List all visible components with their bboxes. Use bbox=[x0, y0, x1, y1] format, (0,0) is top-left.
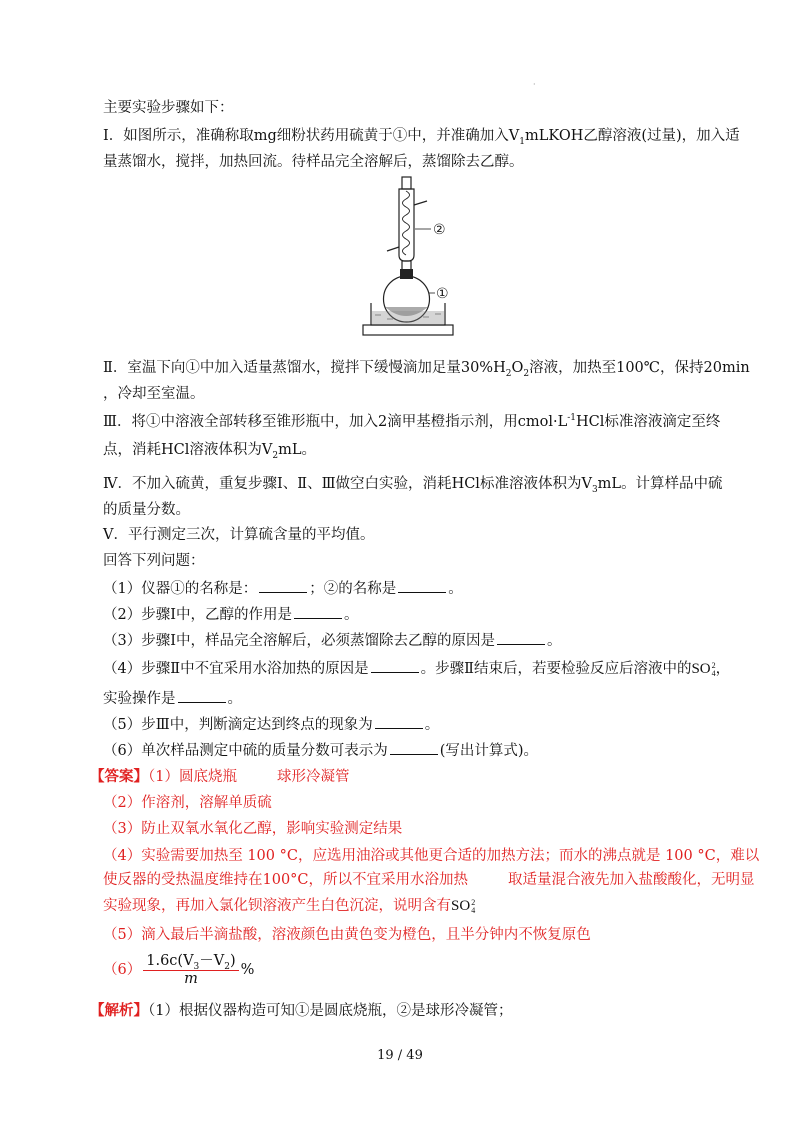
step2-line2: ，冷却至室温。 bbox=[103, 386, 205, 402]
label-2: ② bbox=[433, 222, 446, 238]
analysis-line: 【解析】（1）根据仪器构造可知①是圆底烧瓶，②是球形冷凝管； bbox=[90, 1002, 513, 1019]
question-4-line2: 实验操作是 。 bbox=[103, 688, 730, 709]
answer-4-line1: （4）实验需要加热至 100 °C，应选用油浴或其他更合适的加热方法；而水的沸点就是 100 °C，难以 bbox=[103, 848, 760, 864]
corner-mark: · bbox=[533, 80, 536, 89]
answer-4-line2: 使反器的受热温度维持在100°C，所以不宜采用水浴加热 取适量混合液先加入盐酸酸化，无明显 bbox=[103, 872, 755, 888]
label-1: ① bbox=[436, 286, 449, 302]
analysis-tag: 【解析】 bbox=[90, 1002, 148, 1019]
question-1: （1）仪器①的名称是： ；②的名称是 。 bbox=[103, 578, 730, 599]
question-6: （6）单次样品测定中硫的质量分数可表示为 (写出计算式)。 bbox=[103, 740, 730, 761]
step1-line2: 量蒸馏水，搅拌，加热回流。待样品完全溶解后，蒸馏除去乙醇。 bbox=[103, 154, 524, 170]
sulfate-formula: SO2 4 bbox=[451, 897, 476, 915]
step4-line1: Ⅳ．不加入硫黄，重复步骤Ⅰ、Ⅱ、Ⅲ做空白实验，消耗HCl标准溶液体积为$V_3mL$。计算样品中硫 bbox=[103, 476, 723, 495]
answer-blank[interactable] bbox=[390, 740, 438, 755]
formula-fraction: $\frac{1.6c(V_3-V_2)}{m}$ bbox=[143, 953, 238, 988]
step1-line1: Ⅰ．如图所示，准确称取mg细粉状药用硫黄于①中，并准确加入$V_1mLKOH$乙醇溶液(过量)，加入适 bbox=[103, 128, 740, 147]
step3-line2: 点，消耗HCl溶液体积为$V_2mL$。 bbox=[103, 442, 316, 461]
question-3: （3）步骤Ⅰ中，样品完全溶解后，必须蒸馏除去乙醇的原因是 。 bbox=[103, 630, 730, 651]
sulfate-formula: SO2 4 bbox=[691, 660, 716, 678]
answer-5: （5）滴入最后半滴盐酸，溶液颜色由黄色变为橙色，且半分钟内不恢复原色 bbox=[103, 927, 591, 943]
answer-blank[interactable] bbox=[259, 578, 307, 593]
answer-tag: 【答案】 bbox=[90, 768, 148, 785]
question-2: （2）步骤Ⅰ中，乙醇的作用是 。 bbox=[103, 604, 730, 625]
answer-blank[interactable] bbox=[398, 578, 446, 593]
answer-6: （6） $\frac{1.6c(V_3-V_2)}{m}$ % bbox=[103, 952, 255, 987]
intro-text: 主要实验步骤如下： bbox=[103, 100, 234, 116]
step5-text: Ⅴ．平行测定三次，计算硫含量的平均值。 bbox=[103, 527, 375, 543]
question-5: （5）步Ⅲ中，判断滴定达到终点的现象为 。 bbox=[103, 714, 730, 735]
step2-line1: Ⅱ．室温下向①中加入适量蒸馏水，搅拌下缓慢滴加足量$30\%H_2O_2$溶液，加热至100℃，保持20min bbox=[103, 360, 750, 379]
page-number: 19 / 49 bbox=[377, 1048, 423, 1063]
step4-line2: 的质量分数。 bbox=[103, 502, 190, 518]
reflux-apparatus-figure bbox=[355, 175, 470, 340]
answer-blank[interactable] bbox=[497, 630, 545, 645]
questions-heading: 回答下列问题： bbox=[103, 553, 205, 569]
answer-blank[interactable] bbox=[294, 604, 342, 619]
answer-blank[interactable] bbox=[178, 688, 226, 703]
answer-blank[interactable] bbox=[375, 714, 423, 729]
step3-line1: Ⅲ．将①中溶液全部转移至锥形瓶中，加入2滴甲基橙指示剂，用$cmol\cdot L^{-1}HCl$标准溶液滴定至终 bbox=[103, 413, 721, 430]
answer-1: 【答案】（1）圆底烧瓶 球形冷凝管 bbox=[90, 768, 350, 785]
answer-2: （2）作溶剂，溶解单质硫 bbox=[103, 795, 272, 811]
answer-4-line3: 实验现象，再加入氯化钡溶液产生白色沉淀，说明含有SO2 4 bbox=[103, 897, 476, 915]
answer-blank[interactable] bbox=[371, 658, 419, 673]
answer-3: （3）防止双氧水氧化乙醇，影响实验测定结果 bbox=[103, 821, 403, 837]
question-4: （4）步骤Ⅱ中不宜采用水浴加热的原因是 。步骤Ⅱ结束后，若要检验反应后溶液中的SO2 4， bbox=[103, 658, 730, 679]
